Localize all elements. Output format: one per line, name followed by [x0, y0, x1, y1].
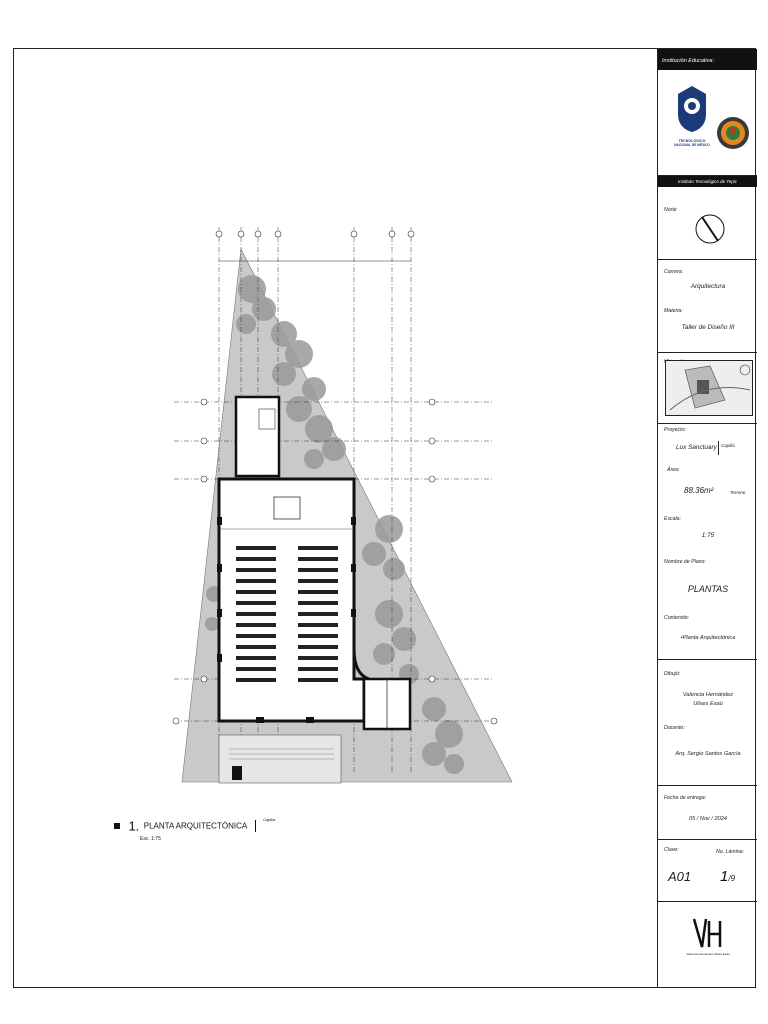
- content-label: Contenido:: [664, 615, 690, 621]
- content-value: •Planta Arquitectónica: [680, 635, 736, 641]
- caption-scale: Esc. 1:75: [140, 836, 161, 842]
- key-value: A01: [668, 869, 692, 884]
- floor-plan-drawing: [14, 49, 657, 986]
- project-label: Proyecto:: [664, 427, 686, 433]
- key-label: Clave:: [664, 847, 679, 853]
- plan-caption: [114, 817, 275, 842]
- date-label: Fecha de entrega:: [664, 795, 707, 801]
- tecnm-logo: [672, 84, 712, 156]
- caption-title: PLANTA ARQUITECTÓNICA: [143, 821, 248, 831]
- project-sub: Capilla: [721, 443, 735, 448]
- drawing-sheet: [13, 48, 756, 988]
- caption-sub: Capilla: [263, 817, 276, 822]
- scale-value: 1:75: [701, 532, 715, 539]
- drawn-value-1: Valencia Hernández: [682, 692, 734, 698]
- grid-axis-markers: [216, 231, 414, 237]
- scale-label: Escala:: [664, 516, 682, 522]
- main-nave: [219, 479, 364, 721]
- north-label: Norte: [664, 207, 677, 213]
- institute-name: Instituto Tecnológico de Tepic: [658, 176, 757, 187]
- teacher-label: Docente:: [664, 725, 685, 731]
- logo-area: [658, 70, 757, 176]
- sheet-number: [720, 868, 735, 886]
- location-map: [665, 360, 753, 416]
- subject-label: Materia:: [664, 308, 683, 314]
- caption-number: 1.: [128, 818, 140, 834]
- tecnm-emblem-icon: [672, 84, 712, 134]
- logo-text-1: TECNOLÓGICO: [678, 139, 706, 143]
- signature-caption: Valencia Hernández Ulises Esaú: [686, 952, 730, 956]
- date-value: 05 / Nov / 2024: [689, 816, 727, 822]
- area-value: 88.36m²: [684, 486, 714, 495]
- drawing-area: [14, 49, 657, 987]
- sheet-label: No. Lámina:: [716, 849, 744, 855]
- itt-seal-icon: [716, 116, 750, 150]
- entry-gate: [232, 766, 242, 780]
- caption-bullet: [114, 823, 120, 829]
- north-arrow-icon: [694, 207, 726, 247]
- career-label: Carrera:: [664, 269, 684, 275]
- plan-name-value: PLANTAS: [687, 584, 729, 594]
- sheet-value: 1: [720, 868, 729, 885]
- sheet-total: /9: [728, 874, 736, 883]
- career-value: Arquitectura: [690, 283, 726, 290]
- vh-signature-logo-icon: [692, 915, 724, 951]
- project-value: Lux Sanctuary: [676, 444, 717, 451]
- area-label: Área:: [667, 467, 680, 473]
- drawn-label: Dibujó:: [664, 671, 681, 677]
- institution-label: Institución Educativa:: [658, 49, 757, 70]
- logo-text-2: NACIONAL DE MÉXICO: [674, 143, 710, 147]
- plan-name-label: Nombre de Plano:: [664, 559, 706, 565]
- subject-value: Taller de Diseño III: [681, 324, 735, 331]
- title-block: [657, 49, 757, 987]
- teacher-value: Arq. Sergio Santos García: [675, 751, 741, 757]
- drawn-value-2: Ulises Esaú: [693, 701, 723, 707]
- area-sub: Terreno: [730, 490, 746, 495]
